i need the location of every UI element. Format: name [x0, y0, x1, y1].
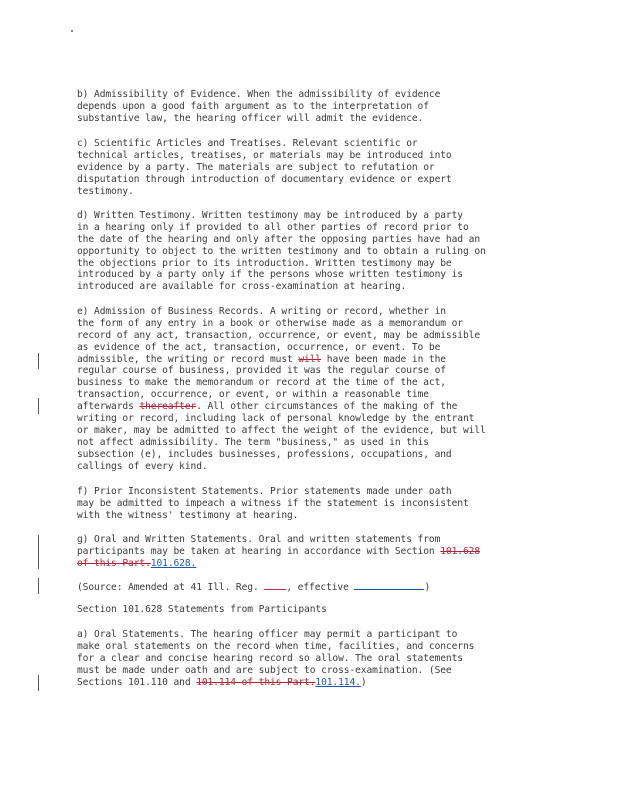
text-line: introduced by a party only if the persons whose written testimony is: [77, 269, 463, 281]
text-line: record of any act, transaction, occurrence, or event, may be admissible: [77, 329, 480, 341]
change-bar: [38, 535, 39, 569]
source-note: [77, 581, 547, 593]
paragraph-d: [77, 210, 547, 293]
text-line: introduced are available for cross-examination at hearing.: [77, 281, 407, 293]
text-line: depends upon a good faith argument as to the interpretation of: [77, 100, 429, 112]
deleted-text: 101.114 of this Part.: [196, 676, 316, 688]
text-line: the date of the hearing and only after the opposing parties have had an: [77, 233, 480, 245]
paragraph-f: [77, 486, 547, 522]
text-segment: Sections 101.110 and: [77, 676, 197, 688]
deleted-text: of this Part.: [77, 557, 151, 569]
text-line: [77, 354, 547, 366]
text-line: e) Admission of Business Records. A writing or record, whether in: [77, 306, 446, 317]
text-line: g) Oral and Written Statements. Oral and written statements from: [77, 534, 441, 545]
change-bar: [38, 353, 39, 369]
text-segment: afterwards: [77, 401, 140, 413]
text-line: [77, 677, 547, 689]
scan-speck: [71, 30, 73, 32]
inserted-text: 101.628.: [150, 557, 197, 569]
text-line: the objections prior to its introduction. Written testimony may be: [77, 257, 452, 269]
deleted-text: will: [298, 353, 322, 365]
text-line: evidence by a party. The materials are subject to refutation or: [77, 161, 435, 173]
inserted-text: 101.114.: [315, 676, 361, 688]
text-segment: participants may be taken at hearing in accordance with Section: [77, 545, 441, 557]
blank-line: [354, 581, 424, 590]
text-line: the form of any entry in a book or otherwise made as a memorandum or: [77, 317, 463, 329]
text-line: opportunity to object to the written testimony and to obtain a ruling on: [77, 245, 486, 257]
text-line: regular course of business, provided it was the regular course of: [77, 365, 446, 377]
text-line: [77, 558, 547, 570]
text-segment: (Source: Amended at 41 Ill. Reg.: [77, 582, 265, 593]
text-line: may be admitted to impeach a witness if the statement is inconsistent: [77, 497, 469, 509]
text-line: not affect admissibility. The term "business," as used in this: [77, 436, 429, 448]
text-line: [77, 401, 547, 413]
text-line: a) Oral Statements. The hearing officer may permit a participant to: [77, 629, 458, 640]
paragraph-b: [77, 89, 547, 125]
text-line: or maker, may be admitted to affect the weight of the evidence, but will: [77, 424, 486, 436]
section-heading: [77, 604, 547, 616]
text-segment: ): [424, 582, 431, 593]
text-line: d) Written Testimony. Written testimony may be introduced by a party: [77, 210, 463, 221]
text-line: in a hearing only if provided to all other parties of record prior to: [77, 221, 469, 233]
change-bar: [38, 578, 39, 594]
text-line: disputation through introduction of documentary evidence or expert: [77, 173, 452, 185]
text-line: c) Scientific Articles and Treatises. Relevant scientific or: [77, 138, 418, 149]
text-segment: admissible, the writing or record must: [77, 353, 299, 365]
section-title: Section 101.628 Statements from Participants: [77, 604, 327, 615]
text-line: b) Admissibility of Evidence. When the admissibility of evidence: [77, 89, 441, 100]
text-line: [77, 581, 547, 593]
text-line: writing or record, including lack of personal knowledge by the entrant: [77, 413, 475, 425]
text-line: must be made under oath and are subject to cross-examination. (See: [77, 664, 452, 676]
text-line: f) Prior Inconsistent Statements. Prior statements made under oath: [77, 486, 452, 497]
paragraph-a: [77, 629, 547, 688]
text-line: for a clear and concise hearing record so allow. The oral statements: [77, 652, 463, 664]
text-segment: have been made in the: [321, 353, 446, 365]
text-line: testimony.: [77, 185, 134, 197]
paragraph-e: [77, 306, 547, 472]
text-line: technical articles, treatises, or materials may be introduced into: [77, 149, 452, 161]
text-line: with the witness' testimony at hearing.: [77, 509, 299, 521]
blank-line: [264, 581, 286, 590]
change-bar: [38, 675, 39, 691]
text-line: [77, 546, 547, 558]
text-line: as evidence of the act, transaction, occurrence, or event. To be: [77, 341, 441, 353]
text-line: subsection (e), includes businesses, professions, occupations, and: [77, 448, 452, 460]
text-line: business to make the memorandum or record at the time of the act,: [77, 377, 446, 389]
paragraph-c: [77, 138, 547, 197]
text-segment: , effective: [286, 582, 355, 593]
text-line: callings of every kind.: [77, 460, 208, 472]
text-line: transaction, occurrence, or event, or within a reasonable time: [77, 389, 429, 401]
text-segment: ): [360, 676, 367, 688]
change-bar: [38, 398, 39, 414]
text-line: substantive law, the hearing officer will admit the evidence.: [77, 112, 424, 124]
paragraph-g: [77, 534, 547, 570]
text-segment: . All other circumstances of the making of the: [196, 401, 458, 413]
deleted-text: thereafter: [139, 401, 197, 413]
text-line: make oral statements on the record when time, facilities, and concerns: [77, 640, 475, 652]
deleted-text: 101.628: [440, 545, 480, 557]
